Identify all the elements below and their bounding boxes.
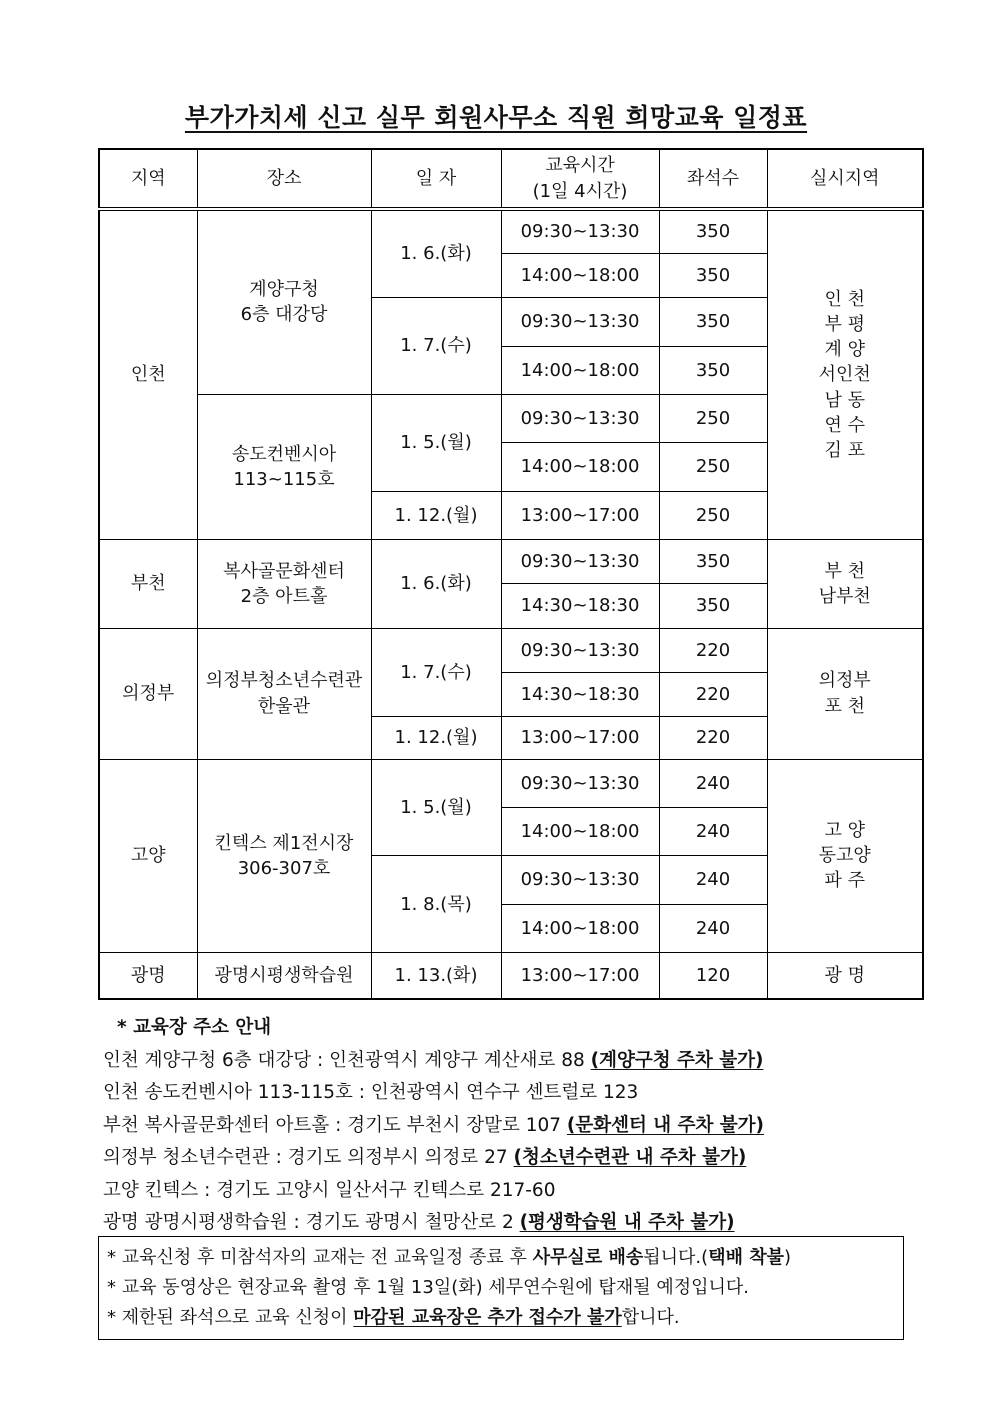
seats-cell: 350 xyxy=(659,584,767,628)
note-text: 인천 송도컨벤시아 113-115호 : 인천광역시 연수구 센트럴로 123 xyxy=(103,1082,639,1103)
notice-emphasis: 마감된 교육장은 추가 접수가 불가 xyxy=(353,1307,622,1328)
notice-emphasis: 택배 착불 xyxy=(708,1247,785,1268)
header-region: 지역 xyxy=(99,149,197,209)
notice-emphasis: 사무실로 배송 xyxy=(532,1247,644,1268)
header-time: 교육시간 (1일 4시간) xyxy=(501,149,659,209)
note-line xyxy=(103,1045,764,1078)
schedule-table xyxy=(98,148,924,1000)
date-cell: 1. 6.(화) xyxy=(371,209,501,298)
area-cell: 의정부 포 천 xyxy=(767,628,923,759)
time-cell: 13:00~17:00 xyxy=(501,491,659,539)
date-cell: 1. 5.(월) xyxy=(371,394,501,491)
note-emphasis: (문화센터 내 주차 불가) xyxy=(566,1114,764,1136)
time-cell: 14:30~18:30 xyxy=(501,672,659,716)
region-cell: 의정부 xyxy=(99,628,197,759)
note-text: 광명 광명시평생학습원 : 경기도 광명시 철망산로 2 xyxy=(103,1212,520,1233)
table-row xyxy=(99,759,923,807)
time-cell: 09:30~13:30 xyxy=(501,759,659,807)
region-cell: 인천 xyxy=(99,209,197,539)
venue-cell: 의정부청소년수련관 한울관 xyxy=(197,628,371,759)
note-emphasis: (계양구청 주차 불가) xyxy=(590,1049,764,1071)
venue-cell: 킨텍스 제1전시장 306-307호 xyxy=(197,759,371,952)
region-cell: 고양 xyxy=(99,759,197,952)
time-cell: 09:30~13:30 xyxy=(501,394,659,442)
seats-cell: 250 xyxy=(659,394,767,442)
note-text: 고양 킨텍스 : 경기도 고양시 일산서구 킨텍스로 217-60 xyxy=(103,1179,556,1201)
seats-cell: 350 xyxy=(659,209,767,253)
note-text: 인천 계양구청 6층 대강당 : 인천광역시 계양구 계산새로 88 xyxy=(103,1049,591,1071)
time-cell: 09:30~13:30 xyxy=(501,298,659,346)
note-emphasis: (평생학습원 내 주차 불가) xyxy=(519,1212,735,1233)
date-cell: 1. 12.(월) xyxy=(371,717,501,759)
time-cell: 14:00~18:00 xyxy=(501,904,659,952)
seats-cell: 240 xyxy=(659,759,767,807)
region-cell: 광명 xyxy=(99,953,197,999)
note-line xyxy=(103,1077,764,1110)
notice-text: 됩니다.( xyxy=(643,1247,709,1268)
date-cell: 1. 13.(화) xyxy=(371,953,501,999)
venue-cell: 광명시평생학습원 xyxy=(197,953,371,999)
note-line xyxy=(103,1142,764,1175)
header-seats: 좌석수 xyxy=(659,149,767,209)
seats-cell: 250 xyxy=(659,491,767,539)
date-cell: 1. 6.(화) xyxy=(371,539,501,628)
time-cell: 13:00~17:00 xyxy=(501,953,659,999)
notice-box xyxy=(98,1236,904,1340)
address-notes xyxy=(103,1012,764,1240)
notice-text: * 교육신청 후 미참석자의 교재는 전 교육일정 종료 후 xyxy=(107,1247,533,1268)
header-area: 실시지역 xyxy=(767,149,923,209)
time-cell: 14:30~18:30 xyxy=(501,584,659,628)
page-title xyxy=(0,98,992,134)
note-line xyxy=(103,1110,764,1143)
time-cell: 14:00~18:00 xyxy=(501,807,659,855)
notice-line xyxy=(107,1243,895,1273)
area-cell: 인 천 부 평 계 양 서인천 남 동 연 수 김 포 xyxy=(767,209,923,539)
seats-cell: 120 xyxy=(659,953,767,999)
note-text: 부천 복사골문화센터 아트홀 : 경기도 부천시 장말로 107 xyxy=(103,1114,567,1136)
seats-cell: 250 xyxy=(659,443,767,491)
header-venue: 장소 xyxy=(197,149,371,209)
time-cell: 14:00~18:00 xyxy=(501,253,659,297)
venue-cell: 복사골문화센터 2층 아트홀 xyxy=(197,539,371,628)
time-cell: 09:30~13:30 xyxy=(501,209,659,253)
notice-line: * 교육 동영상은 현장교육 촬영 후 1월 13일(화) 세무연수원에 탑재될 예정입니다. xyxy=(107,1277,749,1298)
seats-cell: 350 xyxy=(659,539,767,583)
seats-cell: 350 xyxy=(659,298,767,346)
time-cell: 14:00~18:00 xyxy=(501,346,659,394)
time-cell: 09:30~13:30 xyxy=(501,856,659,904)
seats-cell: 350 xyxy=(659,346,767,394)
seats-cell: 240 xyxy=(659,904,767,952)
date-cell: 1. 5.(월) xyxy=(371,759,501,856)
notice-line xyxy=(107,1303,895,1333)
seats-cell: 240 xyxy=(659,807,767,855)
notice-text: * 제한된 좌석으로 교육 신청이 xyxy=(107,1307,354,1328)
date-cell: 1. 12.(월) xyxy=(371,491,501,539)
area-cell: 부 천 남부천 xyxy=(767,539,923,628)
date-cell: 1. 7.(수) xyxy=(371,298,501,395)
table-header-row xyxy=(99,149,923,209)
note-emphasis: (청소년수련관 내 주차 불가) xyxy=(513,1147,747,1168)
title-text: 부가가치세 신고 실무 회원사무소 직원 희망교육 일정표 xyxy=(184,103,808,132)
notice-text: ) xyxy=(784,1247,792,1268)
time-cell: 09:30~13:30 xyxy=(501,628,659,672)
seats-cell: 220 xyxy=(659,672,767,716)
table-row xyxy=(99,539,923,583)
header-date: 일 자 xyxy=(371,149,501,209)
seats-cell: 350 xyxy=(659,253,767,297)
notice-text: 합니다. xyxy=(621,1307,680,1328)
notes-header: * 교육장 주소 안내 xyxy=(117,1017,272,1038)
seats-cell: 220 xyxy=(659,628,767,672)
table-row xyxy=(99,628,923,672)
area-cell: 광 명 xyxy=(767,953,923,999)
date-cell: 1. 7.(수) xyxy=(371,628,501,717)
time-cell: 09:30~13:30 xyxy=(501,539,659,583)
region-cell: 부천 xyxy=(99,539,197,628)
note-text: 의정부 청소년수련관 : 경기도 의정부시 의정로 27 xyxy=(103,1147,514,1168)
time-cell: 13:00~17:00 xyxy=(501,717,659,759)
seats-cell: 240 xyxy=(659,856,767,904)
seats-cell: 220 xyxy=(659,717,767,759)
venue-cell: 송도컨벤시아 113~115호 xyxy=(197,394,371,539)
note-line xyxy=(103,1175,764,1208)
time-cell: 14:00~18:00 xyxy=(501,443,659,491)
area-cell: 고 양 동고양 파 주 xyxy=(767,759,923,952)
date-cell: 1. 8.(목) xyxy=(371,856,501,953)
note-line xyxy=(103,1207,764,1240)
table-row xyxy=(99,953,923,999)
table-row xyxy=(99,209,923,253)
venue-cell: 계양구청 6층 대강당 xyxy=(197,209,371,394)
